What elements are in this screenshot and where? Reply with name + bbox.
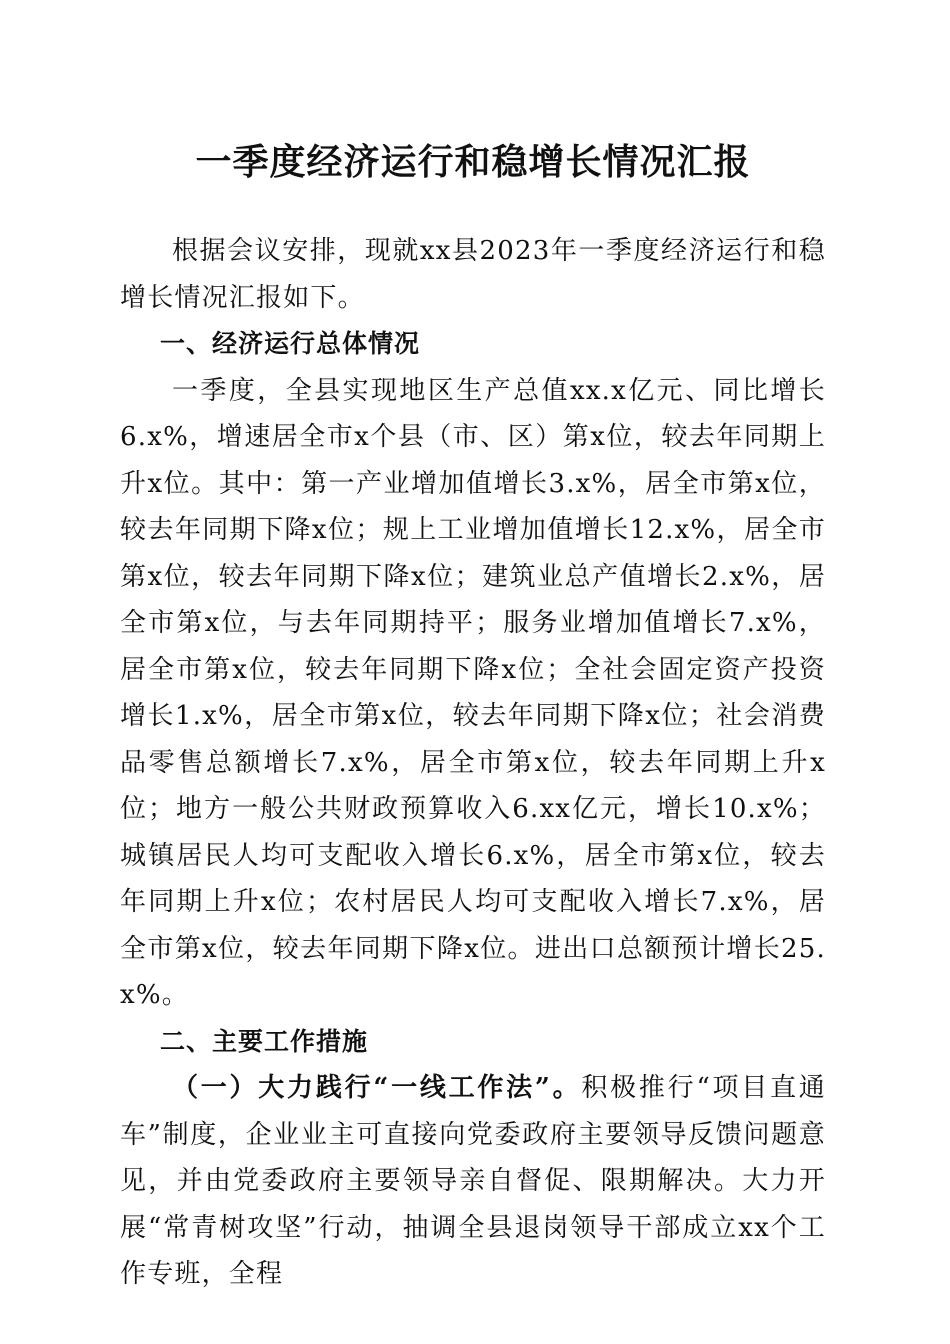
document-title: 一季度经济运行和稳增长情况汇报 [195, 141, 751, 183]
section-heading-measures: 二、主要工作措施 [160, 1026, 369, 1056]
measures-paragraph [120, 1065, 826, 1298]
measure-item-body: 积极推行“项目直通车”制度，企业业主可直接向党委政府主要领导反馈问题意见，并由党委政府主要领导亲自督促、限期解决。大力开展“常青树攻坚”行动，抽调全县退岗领导干部成立xx个工作专班，全程 [120, 1073, 826, 1289]
section-heading-overall: 一、经济运行总体情况 [160, 329, 421, 358]
intro-paragraph: 根据会议安排，现就xx县2023年一季度经济运行和稳增长情况汇报如下。 [120, 236, 826, 313]
overall-paragraph: 一季度，全县实现地区生产总值xx.x亿元、同比增长6.x%，增速居全市x个县（市、区）第x位，较去年同期上升x位。其中：第一产业增加值增长3.x%，居全市第x位，较去年同期下降x位；规上工业增加值增长12.x%，居全市第x位，较去年同期下降x位；建筑业总产值增长2.x%，居全市第x位，与去年同期持平；服务业增加值增长7.x%，居全市第x位，较去年同期下降x位；全社会固定资产投资增长1.x%，居全市第x位，较去年同期下降x位；社会消费品零售总额增长7.x%，居全市第x位，较去年同期上升x位；地方一般公共财政预算收入6.xx亿元，增长10.x%；城镇居民人均可支配收入增长6.x%，居全市第x位，较去年同期上升x位；农村居民人均可支配收入增长7.x%，居全市第x位，较去年同期下降x位。进出口总额预计增长25.x%。 [120, 375, 826, 1010]
measure-item-title: （一）大力践行“一线工作法”。 [172, 1073, 582, 1103]
